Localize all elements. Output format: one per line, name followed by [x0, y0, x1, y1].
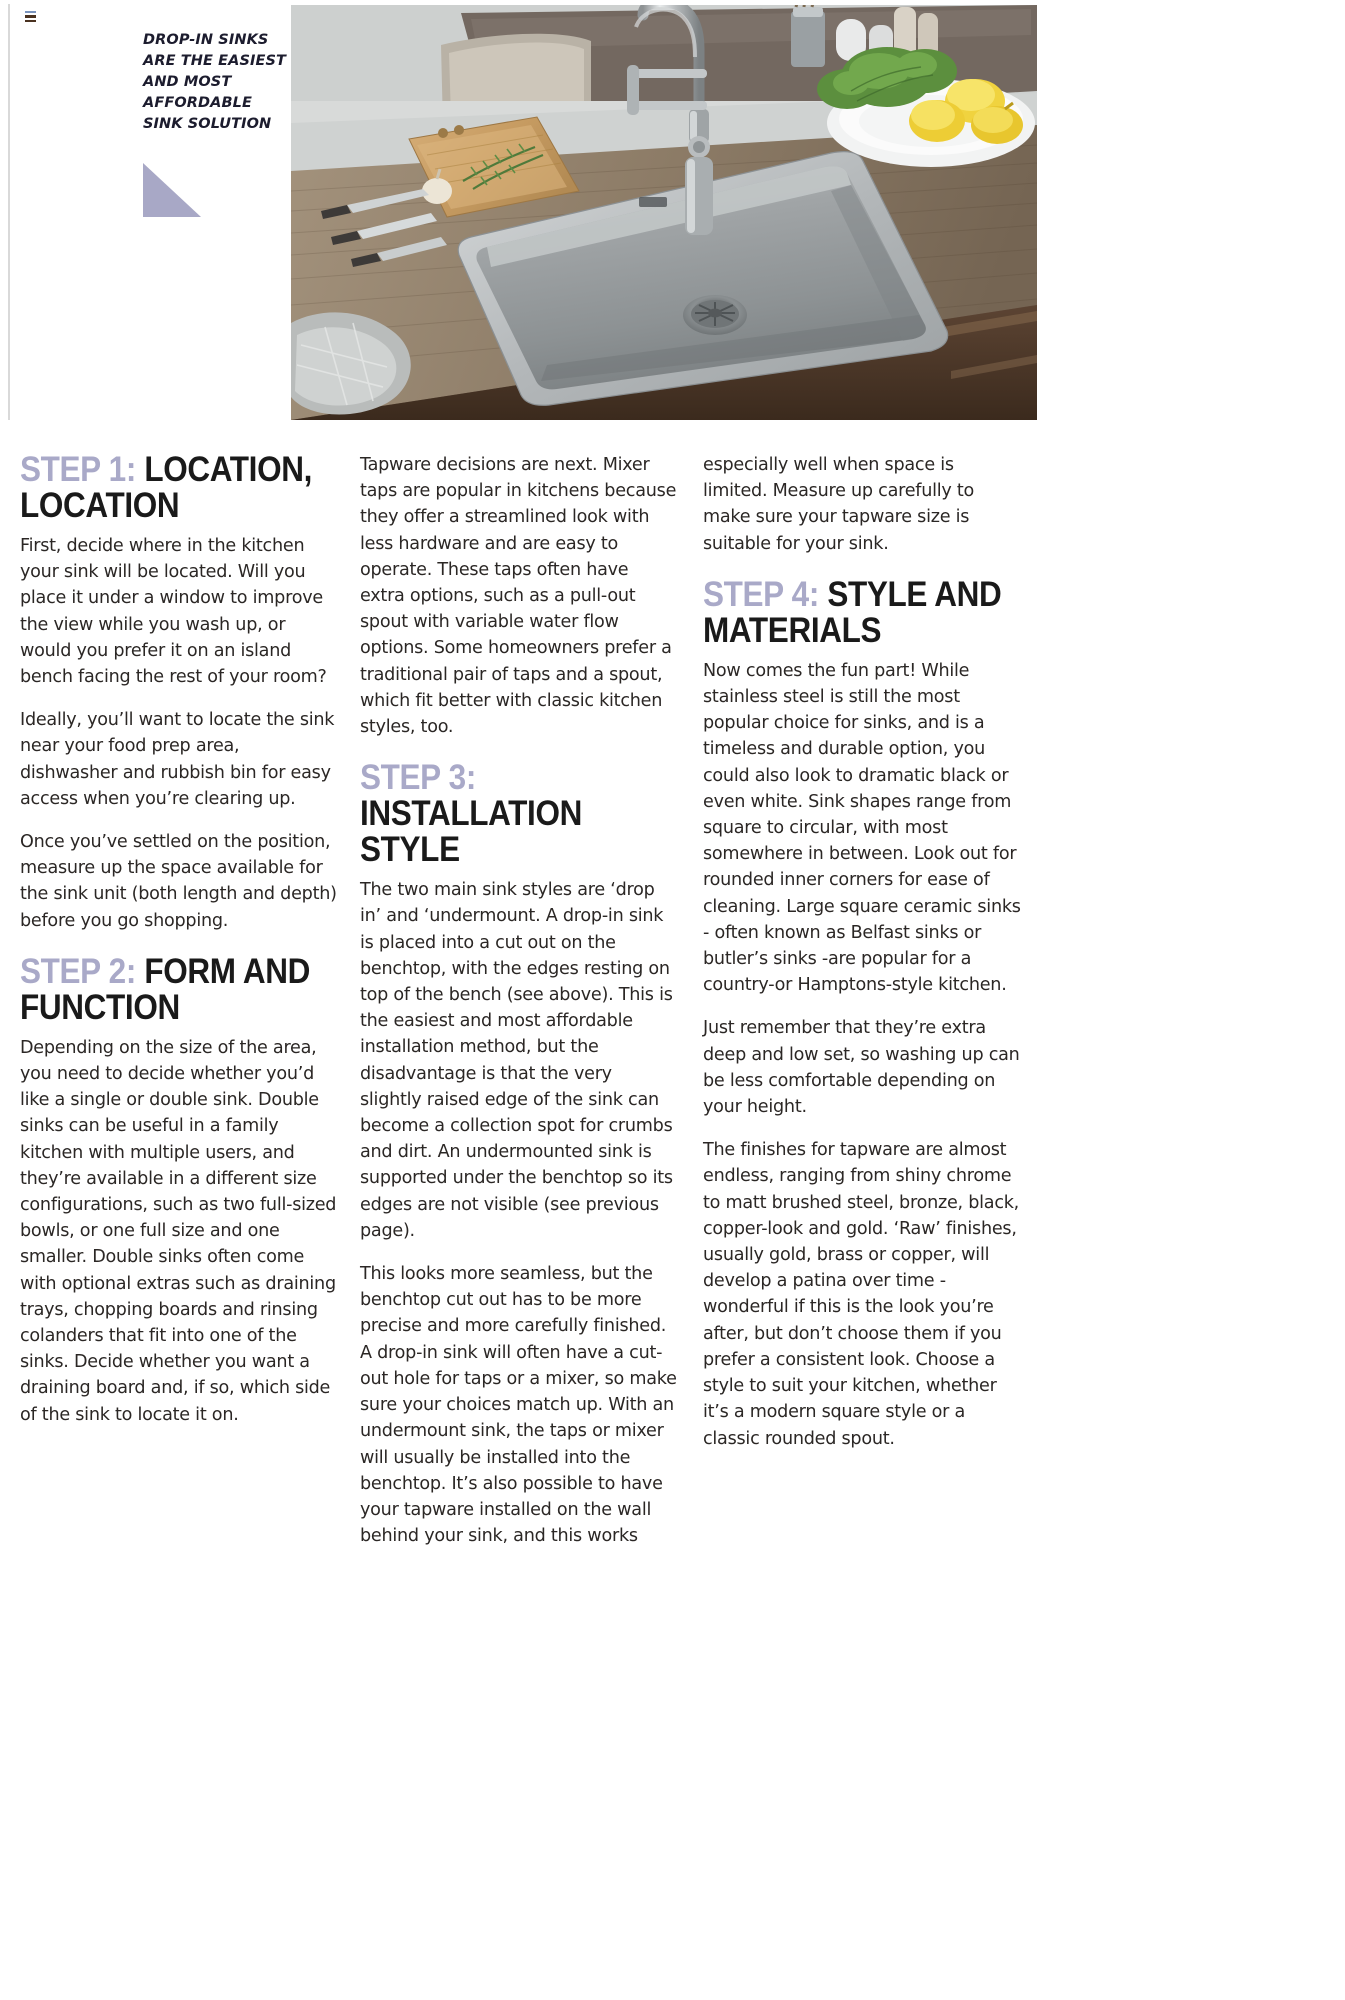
- paragraph-3-1: especially well when space is limited. Measure up carefully to make sure your tapware size is suitable for your sink.: [703, 455, 975, 554]
- step-2-title: FORM AND FUNCTION: [20, 951, 311, 1027]
- paragraph-3-2: Now comes the fun part! While stainless steel is still the most popular choice for sinks, and is a timeless and durable option, you could also look to dramatic black or even white. Sink shapes range from square to circular, with most somewhere in between. Look out for rounded inner corners for ease of cleaning. Large square ceramic sinks - often known as Belfast sinks or butler’s sinks -are popular for a country-or Hamptons-style kitchen.: [703, 660, 1021, 996]
- column-2: [360, 452, 678, 1549]
- paragraph-2-1: Tapware decisions are next. Mixer taps are popular in kitchens because they offer a streamlined look with less hardware and are easy to operate. These taps often have extra options, such as a pull-out spout with variable water flow options. Some homeowners prefer a traditional pair of taps and a spout, which fit better with classic kitchen styles, too.: [360, 455, 677, 738]
- step-1-title: LOCATION, LOCATION: [20, 450, 313, 525]
- hero-photo-kitchen-sink: [291, 5, 1037, 420]
- heading-step-1: [20, 452, 338, 524]
- paragraph-3-4: The finishes for tapware are almost endless, ranging from shiny chrome to matt brushed steel, bronze, black, copper-look and gold. ‘Raw’ finishes, usually gold, brass or copper, will develop a patina over time - wonderful if this is the look you’re after, but don’t choose them if you prefer a consistent look. Choose a style to suit your kitchen, whether it’s a modern square style or a classic rounded spout.: [703, 1140, 1020, 1449]
- paragraph-2-3: This looks more seamless, but the benchtop cut out has to be more precise and more carefully finished. A drop-in sink will often have a cut-out hole for taps or a mixer, so make sure your choices match up. With an undermount sink, the taps or mixer will usually be installed into the benchtop. It’s also possible to have your tapware installed on the wall behind your sink, and this works: [360, 1264, 677, 1547]
- left-margin-rule: [8, 4, 10, 420]
- paragraph-1-1: First, decide where in the kitchen your sink will be located. Will you place it under a window to improve the view while you wash up, or would you prefer it on an island bench facing the rest of your room?: [20, 536, 327, 688]
- step-4-title: STYLE AND MATERIALS: [703, 574, 1002, 650]
- step-3-title: INSTALLATION STYLE: [360, 794, 582, 870]
- step-4-label: STEP 4:: [703, 574, 819, 614]
- step-3-label: STEP 3:: [360, 758, 476, 798]
- paragraph-1-2: Ideally, you’ll want to locate the sink near your food prep area, dishwasher and rubbish bin for easy access when you’re clearing up.: [20, 710, 335, 809]
- paragraph-1-4: Depending on the size of the area, you need to decide whether you’d like a single or double sink. Double sinks can be useful in a family kitchen with multiple users, and they’re available in a different size configurations, such as two full-sized bowls, or one full size and one smaller. Double sinks often come with optional extras such as draining trays, chopping boards and rinsing colanders that fit into one of the sinks. Decide whether you want a draining board and, if so, which side of the sink to locate it on.: [20, 1037, 337, 1425]
- callout-text: DROP-IN SINKS ARE THE EASIEST AND MOST AFFORDABLE SINK SOLUTION: [143, 32, 287, 132]
- paragraph-1-3: Once you’ve settled on the position, measure up the space available for the sink unit (both length and depth) before you go shopping.: [20, 832, 337, 931]
- paragraph-3-3: Just remember that they’re extra deep and low set, so washing up can be less comfortable depending on your height.: [703, 1018, 1020, 1118]
- column-3: [703, 452, 1021, 1452]
- heading-step-2: [20, 951, 338, 1027]
- heading-step-4: [703, 574, 1021, 650]
- arrow-right-icon: [143, 163, 201, 217]
- heading-step-3: [360, 760, 678, 868]
- article-columns: [0, 452, 1345, 2000]
- step-1-label: STEP 1:: [20, 450, 136, 489]
- corner-mark-icon: [25, 11, 36, 22]
- column-1: [20, 452, 338, 1428]
- paragraph-2-2: The two main sink styles are ‘drop in’ and ‘undermount. A drop-in sink is placed into a cut out on the benchtop, with the edges resting on top of the bench (see above). This is the easiest and most affordable installation method, but the disadvantage is that the very slightly raised edge of the sink can become a collection spot for crumbs and dirt. An undermounted sink is supported under the benchtop so its edges are not visible (see previous page).: [360, 880, 673, 1241]
- pull-quote-callout: [143, 30, 293, 135]
- step-2-label: STEP 2:: [20, 951, 136, 991]
